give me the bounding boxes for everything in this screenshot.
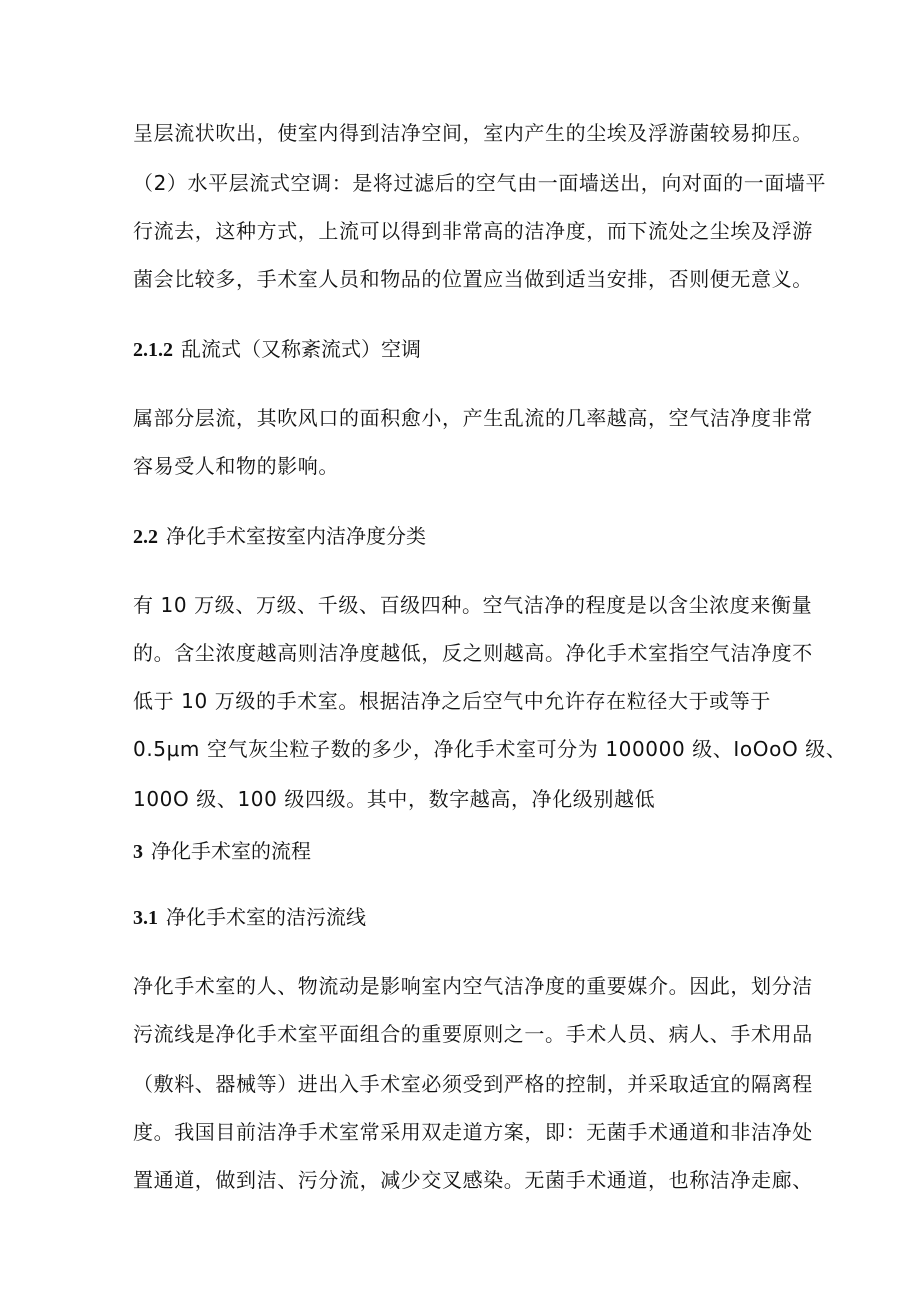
paragraph-1-line-4: 菌会比较多，手术室人员和物品的位置应当做到适当安排，否则便无意义。 (133, 267, 813, 291)
section-number: 2.1.2 (133, 339, 173, 361)
section-heading-2-2 (133, 521, 426, 552)
paragraph-4-line-1: 净化手术室的人、物流动是影响室内空气洁净度的重要媒介。因此，划分洁 (133, 974, 813, 998)
section-heading-3 (133, 836, 311, 867)
paragraph-4-line-4: 度。我国目前洁净手术室常采用双走道方案，即：无菌手术通道和非洁净处 (133, 1120, 813, 1144)
paragraph-4-line-3: （敷料、器械等）进出入手术室必须受到严格的控制，并采取适宜的隔离程 (133, 1072, 813, 1096)
section-number: 3.1 (133, 907, 158, 929)
section-number: 3 (133, 841, 143, 863)
paragraph-4-line-2: 污流线是净化手术室平面组合的重要原则之一。手术人员、病人、手术用品 (133, 1022, 813, 1046)
section-heading-3-1 (133, 902, 366, 933)
paragraph-2-line-2: 容易受人和物的影响。 (133, 454, 339, 478)
paragraph-2-line-1: 属部分层流，其吹风口的面积愈小，产生乱流的几率越高，空气洁净度非常 (133, 406, 813, 430)
paragraph-3-line-3: 低于 10 万级的手术室。根据洁净之后空气中允许存在粒径大于或等于 (133, 689, 771, 713)
paragraph-1-line-2: （2）水平层流式空调：是将过滤后的空气由一面墙送出，向对面的一面墙平 (133, 171, 827, 195)
paragraph-4-line-5: 置通道，做到洁、污分流，减少交叉感染。无菌手术通道，也称洁净走廊、 (133, 1168, 813, 1192)
section-number: 2.2 (133, 526, 158, 548)
paragraph-3-line-5: 100O 级、100 级四级。其中，数字越高，净化级别越低 (133, 787, 656, 811)
section-title: 乱流式（又称紊流式）空调 (181, 337, 421, 361)
section-heading-2-1-2 (133, 334, 421, 365)
paragraph-3-line-4: 0.5μm 空气灰尘粒子数的多少，净化手术室可分为 100000 级、IoOoO 级、 (133, 737, 847, 761)
section-title: 净化手术室的流程 (151, 839, 311, 863)
section-title: 净化手术室按室内洁净度分类 (166, 524, 426, 548)
paragraph-3-line-2: 的。含尘浓度越高则洁净度越低，反之则越高。净化手术室指空气洁净度不 (133, 641, 813, 665)
paragraph-1-line-3: 行流去，这种方式，上流可以得到非常高的洁净度，而下流处之尘埃及浮游 (133, 219, 813, 243)
paragraph-1-line-1: 呈层流状吹出，使室内得到洁净空间，室内产生的尘埃及浮游菌较易抑压。 (133, 121, 813, 145)
section-title: 净化手术室的洁污流线 (166, 905, 366, 929)
paragraph-3-line-1: 有 10 万级、万级、千级、百级四种。空气洁净的程度是以含尘浓度来衡量 (133, 593, 813, 617)
